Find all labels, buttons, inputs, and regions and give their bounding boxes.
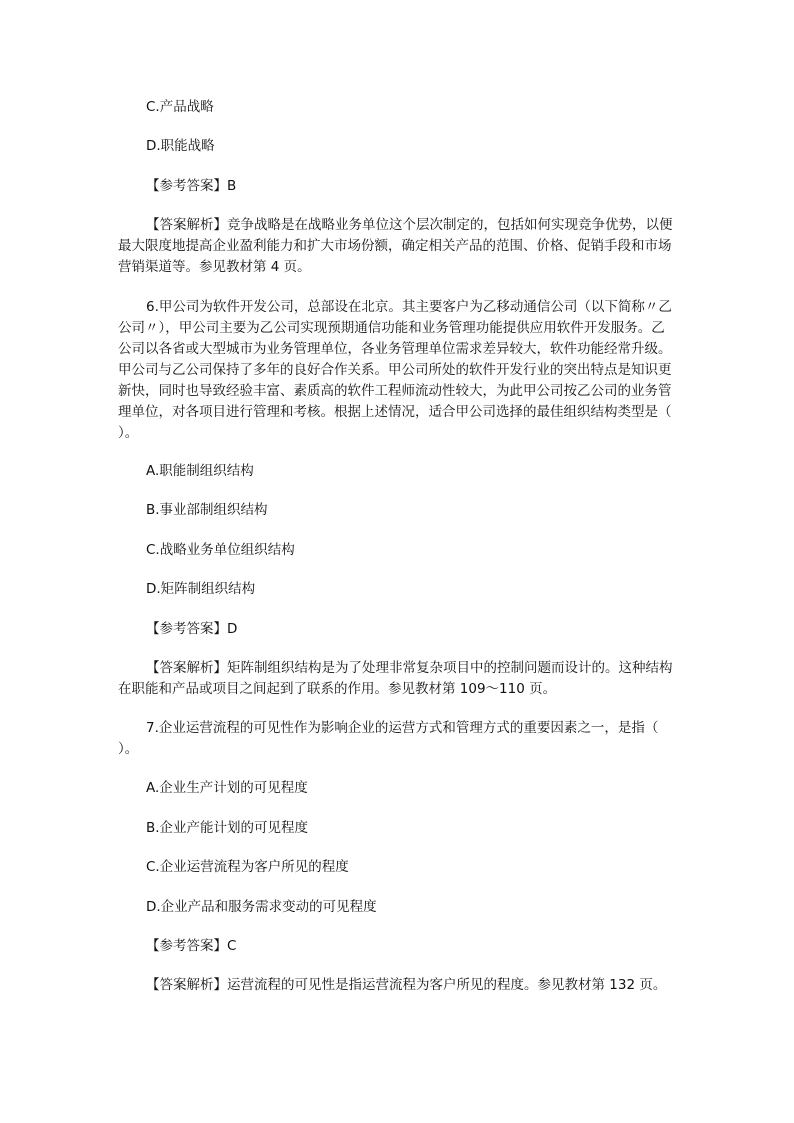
q6-answer: 【参考答案】D (146, 621, 238, 637)
q7-stem (118, 718, 678, 760)
q6-option-a: A.职能制组织结构 (146, 463, 254, 479)
q5-option-d: D.职能战略 (146, 138, 215, 154)
q6-stem (118, 297, 678, 444)
q7-option-a: A.企业生产计划的可见程度 (146, 780, 308, 796)
q6-option-d: D.矩阵制组织结构 (146, 581, 256, 597)
q5-answer: 【参考答案】B (146, 178, 237, 194)
q6-stem-text: 6.甲公司为软件开发公司，总部设在北京。其主要客户为乙移动通信公司（以下简称〃乙公司〃），甲公司主要为乙公司实现预期通信功能和业务管理功能提供应用软件开发服务。乙公司以各省或大型城市为业务管理单位，各业务管理单位需求差异较大，软件功能经常升级。甲公司与乙公司保持了多年的良好合作关系。甲公司所处的软件开发行业的突出特点是知识更新快，同时也导致经验丰富、素质高的软件工程师流动性较大，为此甲公司按乙公司的业务管理单位，对各项目进行管理和考核。根据上述情况，适合甲公司选择的最佳组织结构类型是（ ）。 (118, 299, 672, 441)
q7-analysis (118, 975, 678, 996)
q7-answer: 【参考答案】C (146, 938, 237, 954)
q5-analysis-text: 【答案解析】竞争战略是在战略业务单位这个层次制定的，包括如何实现竞争优势，以便最大限度地提高企业盈利能力和扩大市场份额，确定相关产品的范围、价格、促销手段和市场营销渠道等。参见教材第 4 页。 (118, 217, 673, 275)
q7-option-c: C.企业运营流程为客户所见的程度 (146, 859, 349, 875)
q7-stem-text: 7.企业运营流程的可见性作为影响企业的运营方式和管理方式的重要因素之一，是指（ ）。 (118, 720, 659, 757)
q5-analysis (118, 215, 678, 278)
q7-option-d: D.企业产品和服务需求变动的可见程度 (146, 899, 377, 915)
q6-option-c: C.战略业务单位组织结构 (146, 542, 295, 558)
q7-analysis-text: 【答案解析】运营流程的可见性是指运营流程为客户所见的程度。参见教材第 132 页。 (146, 977, 667, 993)
q6-analysis-text: 【答案解析】矩阵制组织结构是为了处理非常复杂项目中的控制问题而设计的。这种结构在职能和产品或项目之间起到了联系的作用。参见教材第 109～110 页。 (118, 660, 673, 697)
q7-option-b: B.企业产能计划的可见程度 (146, 820, 309, 836)
q6-option-b: B.事业部制组织结构 (146, 502, 268, 518)
q6-analysis (118, 658, 678, 700)
q5-option-c: C.产品战略 (146, 99, 214, 115)
